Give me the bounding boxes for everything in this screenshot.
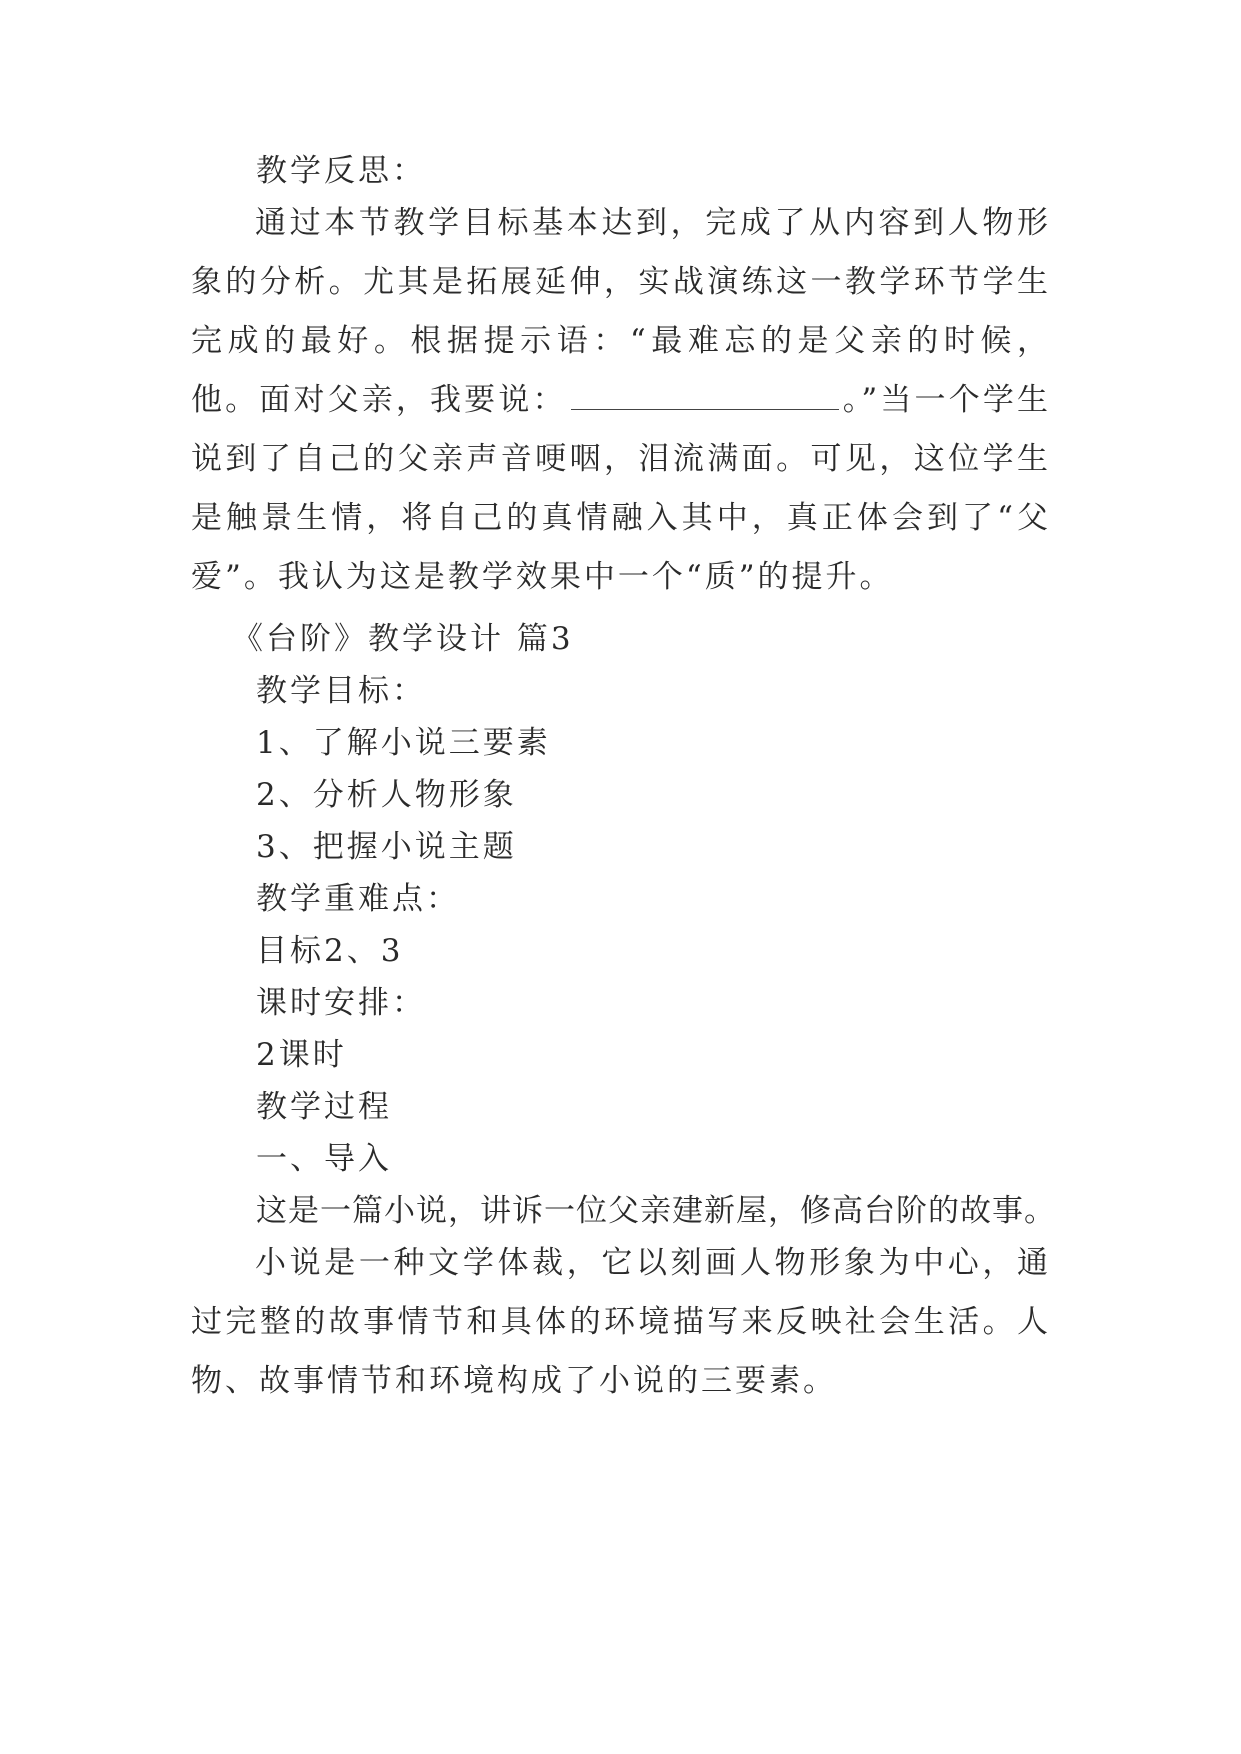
key-points-value: 目标2、3 bbox=[256, 933, 404, 969]
intro-paragraph: 小说是一种文学体裁，它以刻画人物形象为中心，通过完整的故事情节和具体的环境描写来反映社会生活。人物、故事情节和环境构成了小说的三要素。 bbox=[191, 1245, 1051, 1399]
goal-item-1: 1、了解小说三要素 bbox=[256, 725, 551, 761]
section-title: 《台阶》教学设计 篇3 bbox=[232, 621, 574, 657]
intro-heading: 一、导入 bbox=[256, 1141, 392, 1177]
process-heading: 教学过程 bbox=[256, 1089, 392, 1125]
reflection-paragraph bbox=[191, 194, 1051, 607]
intro-line: 这是一篇小说，讲诉一位父亲建新屋，修高台阶的故事。 bbox=[256, 1193, 1056, 1229]
goal-item-3: 3、把握小说主题 bbox=[256, 829, 517, 865]
schedule-heading: 课时安排： bbox=[256, 985, 426, 1021]
reflection-heading: 教学反思： bbox=[256, 153, 426, 189]
fill-in-blank bbox=[571, 387, 839, 410]
schedule-value: 2课时 bbox=[256, 1037, 347, 1073]
reflection-text-part2: 。”当一个学生说到了自己的父亲声音哽咽，泪流满面。可见，这位学生是触景生情，将自己的真情融入其中，真正体会到了“父爱”。我认为这是教学效果中一个“质”的提升。 bbox=[191, 382, 1051, 595]
reflection-text-part1: 通过本节教学目标基本达到，完成了从内容到人物形象的分析。尤其是拓展延伸，实战演练这一教学环节学生完成的最好。根据提示语：“最难忘的是父亲的时候，他。面对父亲，我要说： bbox=[191, 205, 1051, 418]
goal-item-2: 2、分析人物形象 bbox=[256, 777, 517, 813]
key-points-heading: 教学重难点： bbox=[256, 881, 460, 917]
goals-heading: 教学目标： bbox=[256, 673, 426, 709]
